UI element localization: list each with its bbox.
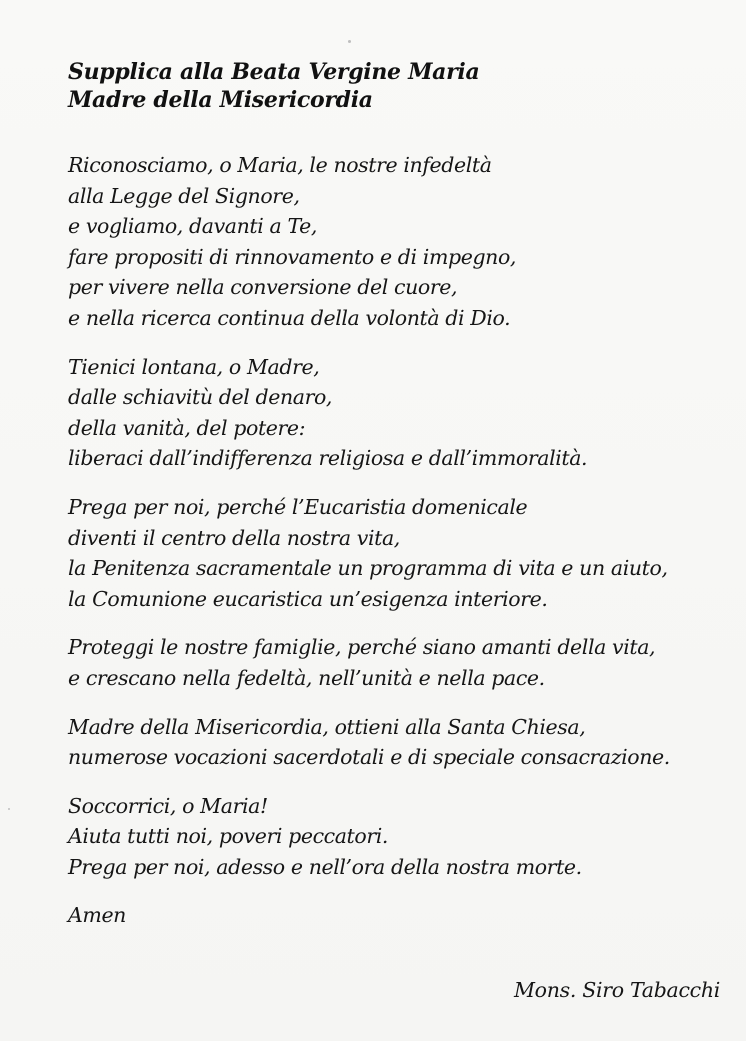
- verse-line: della vanità, del potere:: [68, 415, 306, 440]
- stanza: [68, 632, 728, 693]
- verse-line: per vivere nella conversione del cuore,: [68, 275, 458, 300]
- verse-line: la Penitenza sacramentale un programma di vita e un aiuto,: [68, 556, 668, 581]
- closing-amen: [68, 900, 728, 931]
- verse-line: e crescano nella fedeltà, nell’unità e nella pace.: [68, 665, 545, 690]
- verse-line: Riconosciamo, o Maria, le nostre infedeltà: [68, 153, 492, 177]
- verse-line: diventi il centro della nostra vita,: [68, 525, 400, 550]
- stanza: [68, 791, 728, 883]
- verse-line: fare propositi di rinnovamento e di impegno,: [68, 244, 517, 269]
- verse-line: Proteggi le nostre famiglie, perché siano amanti della vita,: [68, 635, 656, 660]
- verse-line: Soccorrici, o Maria!: [68, 793, 268, 818]
- verse-line: Prega per noi, adesso e nell’ora della nostra morte.: [68, 854, 582, 879]
- title-line: Supplica alla Beata Vergine Maria: [68, 59, 480, 85]
- verse-line: Prega per noi, perché l’Eucaristia domenicale: [68, 494, 528, 519]
- verse-line: Aiuta tutti noi, poveri peccatori.: [68, 824, 389, 849]
- amen-text: Amen: [68, 903, 126, 928]
- author-signature: Mons. Siro Tabacchi: [513, 978, 720, 1002]
- stanza: [68, 492, 728, 614]
- verse-line: Tienici lontana, o Madre,: [68, 354, 320, 379]
- paper-speck: [8, 808, 10, 810]
- title-line: Madre della Misericordia: [68, 87, 373, 113]
- paper-speck: [348, 40, 351, 43]
- verse-line: e vogliamo, davanti a Te,: [68, 214, 317, 239]
- prayer-body: [68, 150, 728, 949]
- stanza: [68, 712, 728, 773]
- verse-line: e nella ricerca continua della volontà di Dio.: [68, 305, 511, 330]
- stanza: [68, 150, 728, 334]
- verse-line: dalle schiavitù del denaro,: [68, 385, 333, 410]
- verse-line: numerose vocazioni sacerdotali e di speciale consacrazione.: [68, 745, 670, 770]
- stanza: [68, 352, 728, 474]
- verse-line: liberaci dall’indifferenza religiosa e dall’immoralità.: [68, 446, 588, 471]
- document-title: [68, 58, 479, 114]
- verse-line: Madre della Misericordia, ottieni alla Santa Chiesa,: [68, 714, 586, 739]
- verse-line: la Comunione eucaristica un’esigenza interiore.: [68, 586, 548, 611]
- verse-line: alla Legge del Signore,: [68, 183, 300, 208]
